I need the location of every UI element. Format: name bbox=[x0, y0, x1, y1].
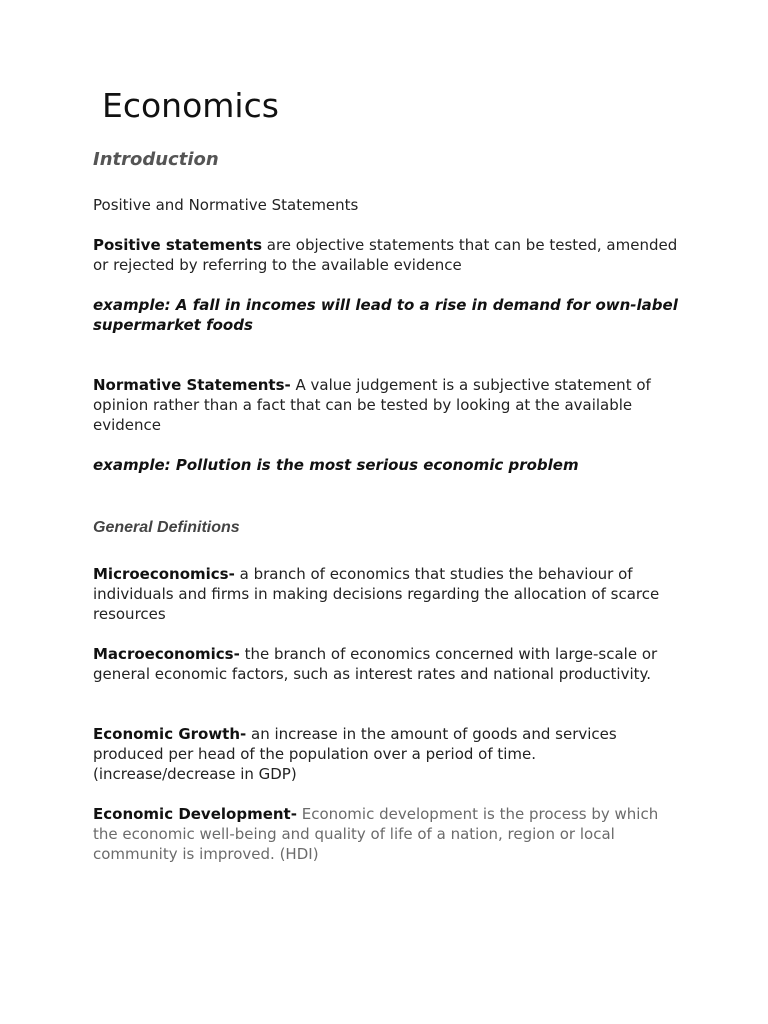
section-heading: Positive and Normative Statements bbox=[93, 196, 359, 214]
positive-statement-definition bbox=[93, 235, 678, 275]
page-title: Economics bbox=[102, 86, 279, 125]
definition-economic-growth bbox=[93, 724, 678, 784]
page-subtitle: Introduction bbox=[93, 149, 219, 170]
positive-statement-example: example: A fall in incomes will lead to a rise in demand for own-label supermarket foods bbox=[93, 296, 678, 334]
definition-text: A value judgement is a subjective statement of opinion rather than a fact that can be tested by looking at the available evidence bbox=[93, 376, 651, 434]
definition-term: Microeconomics- bbox=[93, 565, 235, 583]
definition-term: Economic Development- bbox=[93, 805, 297, 823]
definitions-heading: General Definitions bbox=[93, 519, 240, 536]
definition-text: the branch of economics concerned with large-scale or general economic factors, such as interest rates and national productivity. bbox=[93, 645, 658, 683]
definition-term: Economic Growth- bbox=[93, 725, 247, 743]
definition-text: an increase in the amount of goods and services produced per head of the population over a period of time. (increase/decrease in GDP) bbox=[93, 725, 617, 783]
definition-microeconomics bbox=[93, 564, 678, 624]
normative-statement-example: example: Pollution is the most serious economic problem bbox=[93, 456, 579, 474]
definition-term: Positive statements bbox=[93, 236, 262, 254]
definition-text: are objective statements that can be tested, amended or rejected by referring to the available evidence bbox=[93, 236, 678, 274]
definition-term: Normative Statements- bbox=[93, 376, 291, 394]
normative-statement-definition bbox=[93, 375, 678, 435]
definition-text: Economic development is the process by which the economic well-being and quality of life of a nation, region or local community is improved. (HDI) bbox=[93, 805, 659, 863]
definition-macroeconomics bbox=[93, 644, 678, 684]
definition-economic-development bbox=[93, 804, 678, 864]
definition-term: Macroeconomics- bbox=[93, 645, 240, 663]
definition-text: a branch of economics that studies the behaviour of individuals and firms in making decisions regarding the allocation of scarce resources bbox=[93, 565, 660, 623]
